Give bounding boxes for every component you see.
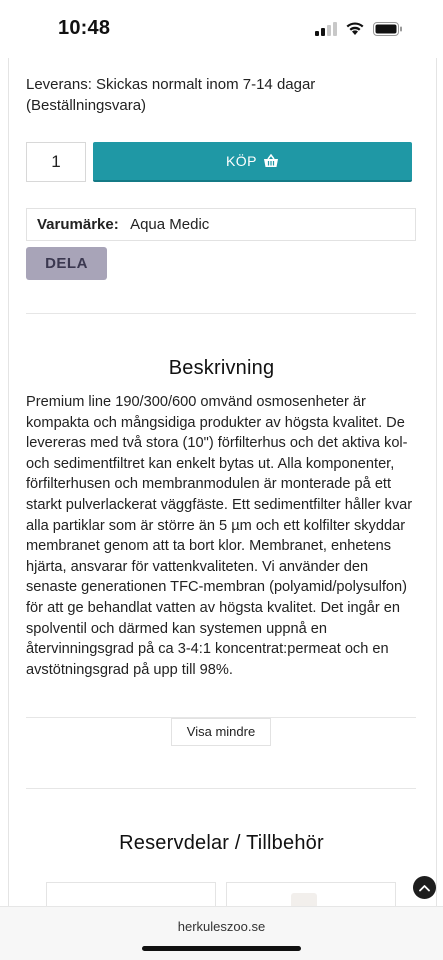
description-text: Premium line 190/300/600 omvänd osmosenheter är kompakta och mångsidiga produkter av högsta kvalitet. De levereras med två stora (10") förfilterhus och det aktiva kol- och sedimentfiltret kan enkelt bytas ut. Alla komponenter, förfilterhusen och membranmodulen är monterade på ett starkt pulverlackerat väggfäste. Ett sedimentfilter håller kvar alla partiklar som är större än 5 µm och ett kolfilter skyddar membranet genom att ta bort klor. Membranet, enhetens hjärta, ansvarar för vattenkvaliteten. Vi använder den senaste generationen TFC-membran (polyamid/polysulfon) för att ge behandlat vatten av högsta kvalitet. Det ingår en spolventil och därmed kan systemen uppnå en återvinningsgrad på ca 3-4:1 koncentrat:permeat och en avstötningsgrad på upp till 98%. — [26, 394, 413, 678]
brand-label: Varumärke: — [37, 216, 119, 233]
brand-value: Aqua Medic — [130, 216, 210, 233]
home-indicator — [142, 946, 301, 951]
share-button[interactable]: DELA — [26, 247, 107, 280]
show-less-button[interactable]: Visa mindre — [171, 718, 271, 746]
divider — [26, 788, 416, 789]
brand-info — [26, 208, 416, 241]
cellular-signal-icon — [315, 22, 337, 36]
browser-address-bar[interactable] — [0, 906, 443, 960]
quantity-input[interactable]: 1 — [26, 142, 86, 182]
scroll-to-top-button[interactable] — [413, 876, 436, 899]
battery-icon — [373, 22, 403, 36]
status-time: 10:48 — [58, 17, 111, 39]
buy-button[interactable] — [93, 142, 412, 182]
buy-button-label: KÖP — [225, 153, 258, 169]
delivery-info: Leverans: Skickas normalt inom 7-14 dagar (Beställningsvara) — [26, 76, 316, 114]
wifi-icon — [345, 20, 365, 36]
url-text: herkuleszoo.se — [177, 919, 266, 934]
divider — [26, 313, 416, 314]
accessories-title: Reservdelar / Tillbehör — [119, 832, 324, 854]
description-title: Beskrivning — [168, 357, 275, 379]
shopping-basket-icon — [263, 154, 279, 168]
status-bar — [0, 0, 443, 58]
chevron-up-icon — [419, 884, 430, 892]
